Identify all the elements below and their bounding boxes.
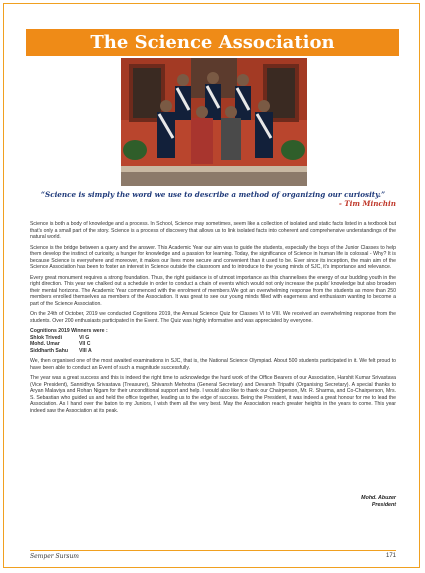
page-title: The Science Association xyxy=(26,29,399,56)
winner-row xyxy=(30,348,396,355)
paragraph: Science is the bridge between a query and the answer. This Academic Year our aim was to guide the students, especially the boys of the Junior Classes to help them develop the instinct of curiosity, a hunger for knowledge and a passion for learning. Today, the significance of Science in human life is colossal - Why? It is because Science is everywhere and moreover, it makes our lives more secure and convenient than it used to be. Ever since its inception, the main aim of the Science Association has been to foster an interest in Science outside the classroom and to introduce to the young minds of SJC, it's importance and relevance. xyxy=(30,244,396,270)
article-body xyxy=(30,221,396,418)
quote-text: “Science is simply the word we use to describe a method of organizing our curiosity.” xyxy=(40,190,386,199)
page-number: 171 xyxy=(385,553,396,559)
footer-rule xyxy=(30,550,396,551)
paragraph: The year was a great success and this is indeed the right time to acknowledge the hard work of the Office Bearers of our Association, Harshit Kumar Srivastava (Vice President), Sannidhya Srivastava (Treasurer), Shivansh Mehrotra (General Secretary) and Devansh Tripathi (Organising Secretary). A special thanks to Aryan Malaviya and Rohan Nigam for their unconditional support and help. I would also like to thank our Chairperson, Mr. R. Sharma, and Co-Chairperson, Mrs. S. Sebastian who guided us and held the office together, leading us to the edge of success. Being the President, it was indeed a great honour for me to lead the Association. As I hand over the baton to my Juniors, I wish them all the very best. May the Association reach greater heights in the years to come. This year indeed saw the Association at its peak. xyxy=(30,375,396,414)
paragraph: We, then organised one of the most awaited examinations in SJC, that is, the National Science Olympiad. About 500 students participated in it. We felt proud to have been able to conduct an Event of such a magnitude successfully. xyxy=(30,358,396,371)
paragraph: On the 24th of October, 2019 we conducted Cognitions 2019, the Annual Science Quiz for Classes VI to VIII. We received an overwhelming response from the students. Over 200 enthusiasts participated in the Event. The Quiz was highly informative and was appreciated by everyone. xyxy=(30,311,396,324)
quote-author: - Tim Minchin xyxy=(338,199,396,208)
winner-name: Mohd. Umar xyxy=(30,341,60,347)
group-photo xyxy=(121,58,307,186)
winners-heading: Cognitions 2019 Winners were : xyxy=(30,328,108,334)
signature-name: Mohd. Abuzer xyxy=(361,495,396,501)
signature-role: President xyxy=(371,502,396,508)
paragraph: Every great monument requires a strong foundation. Thus, the right guidance is of utmost importance as this channelises the energy of our budding youth in the right direction. This year we chalked out a schedule in order to conduct a chain of events which would not only increase the pupils' knowledge but also broaden their mental horizons. The Academic Year commenced with the enrolment of members.We got an overwhelming response from the students as more than 250 members enrolled themselves as members of the Association. It was great to see our young minds filled with eagerness and enthusiasm wanting to become a part of the Science Association. xyxy=(30,274,396,307)
winner-name: Shlok Trivedi xyxy=(30,334,62,341)
quote-block xyxy=(30,190,396,208)
winner-class: VII C xyxy=(79,341,91,347)
winner-class: VI G xyxy=(79,334,90,341)
footer-motto: Semper Sursum xyxy=(30,553,79,560)
winner-class: VIII A xyxy=(79,347,92,354)
winner-name: Siddharth Sahu xyxy=(30,347,68,354)
paragraph: Science is both a body of knowledge and a process. In School, Science may sometimes, seem like a collection of isolated and static facts listed in a textbook but that's only a small part of the story. Science is a process of discovery that allows us to link isolated facts into coherent and comprehensive understandings of the natural world. xyxy=(30,221,396,240)
signature xyxy=(361,495,396,509)
winners-list xyxy=(30,328,396,354)
